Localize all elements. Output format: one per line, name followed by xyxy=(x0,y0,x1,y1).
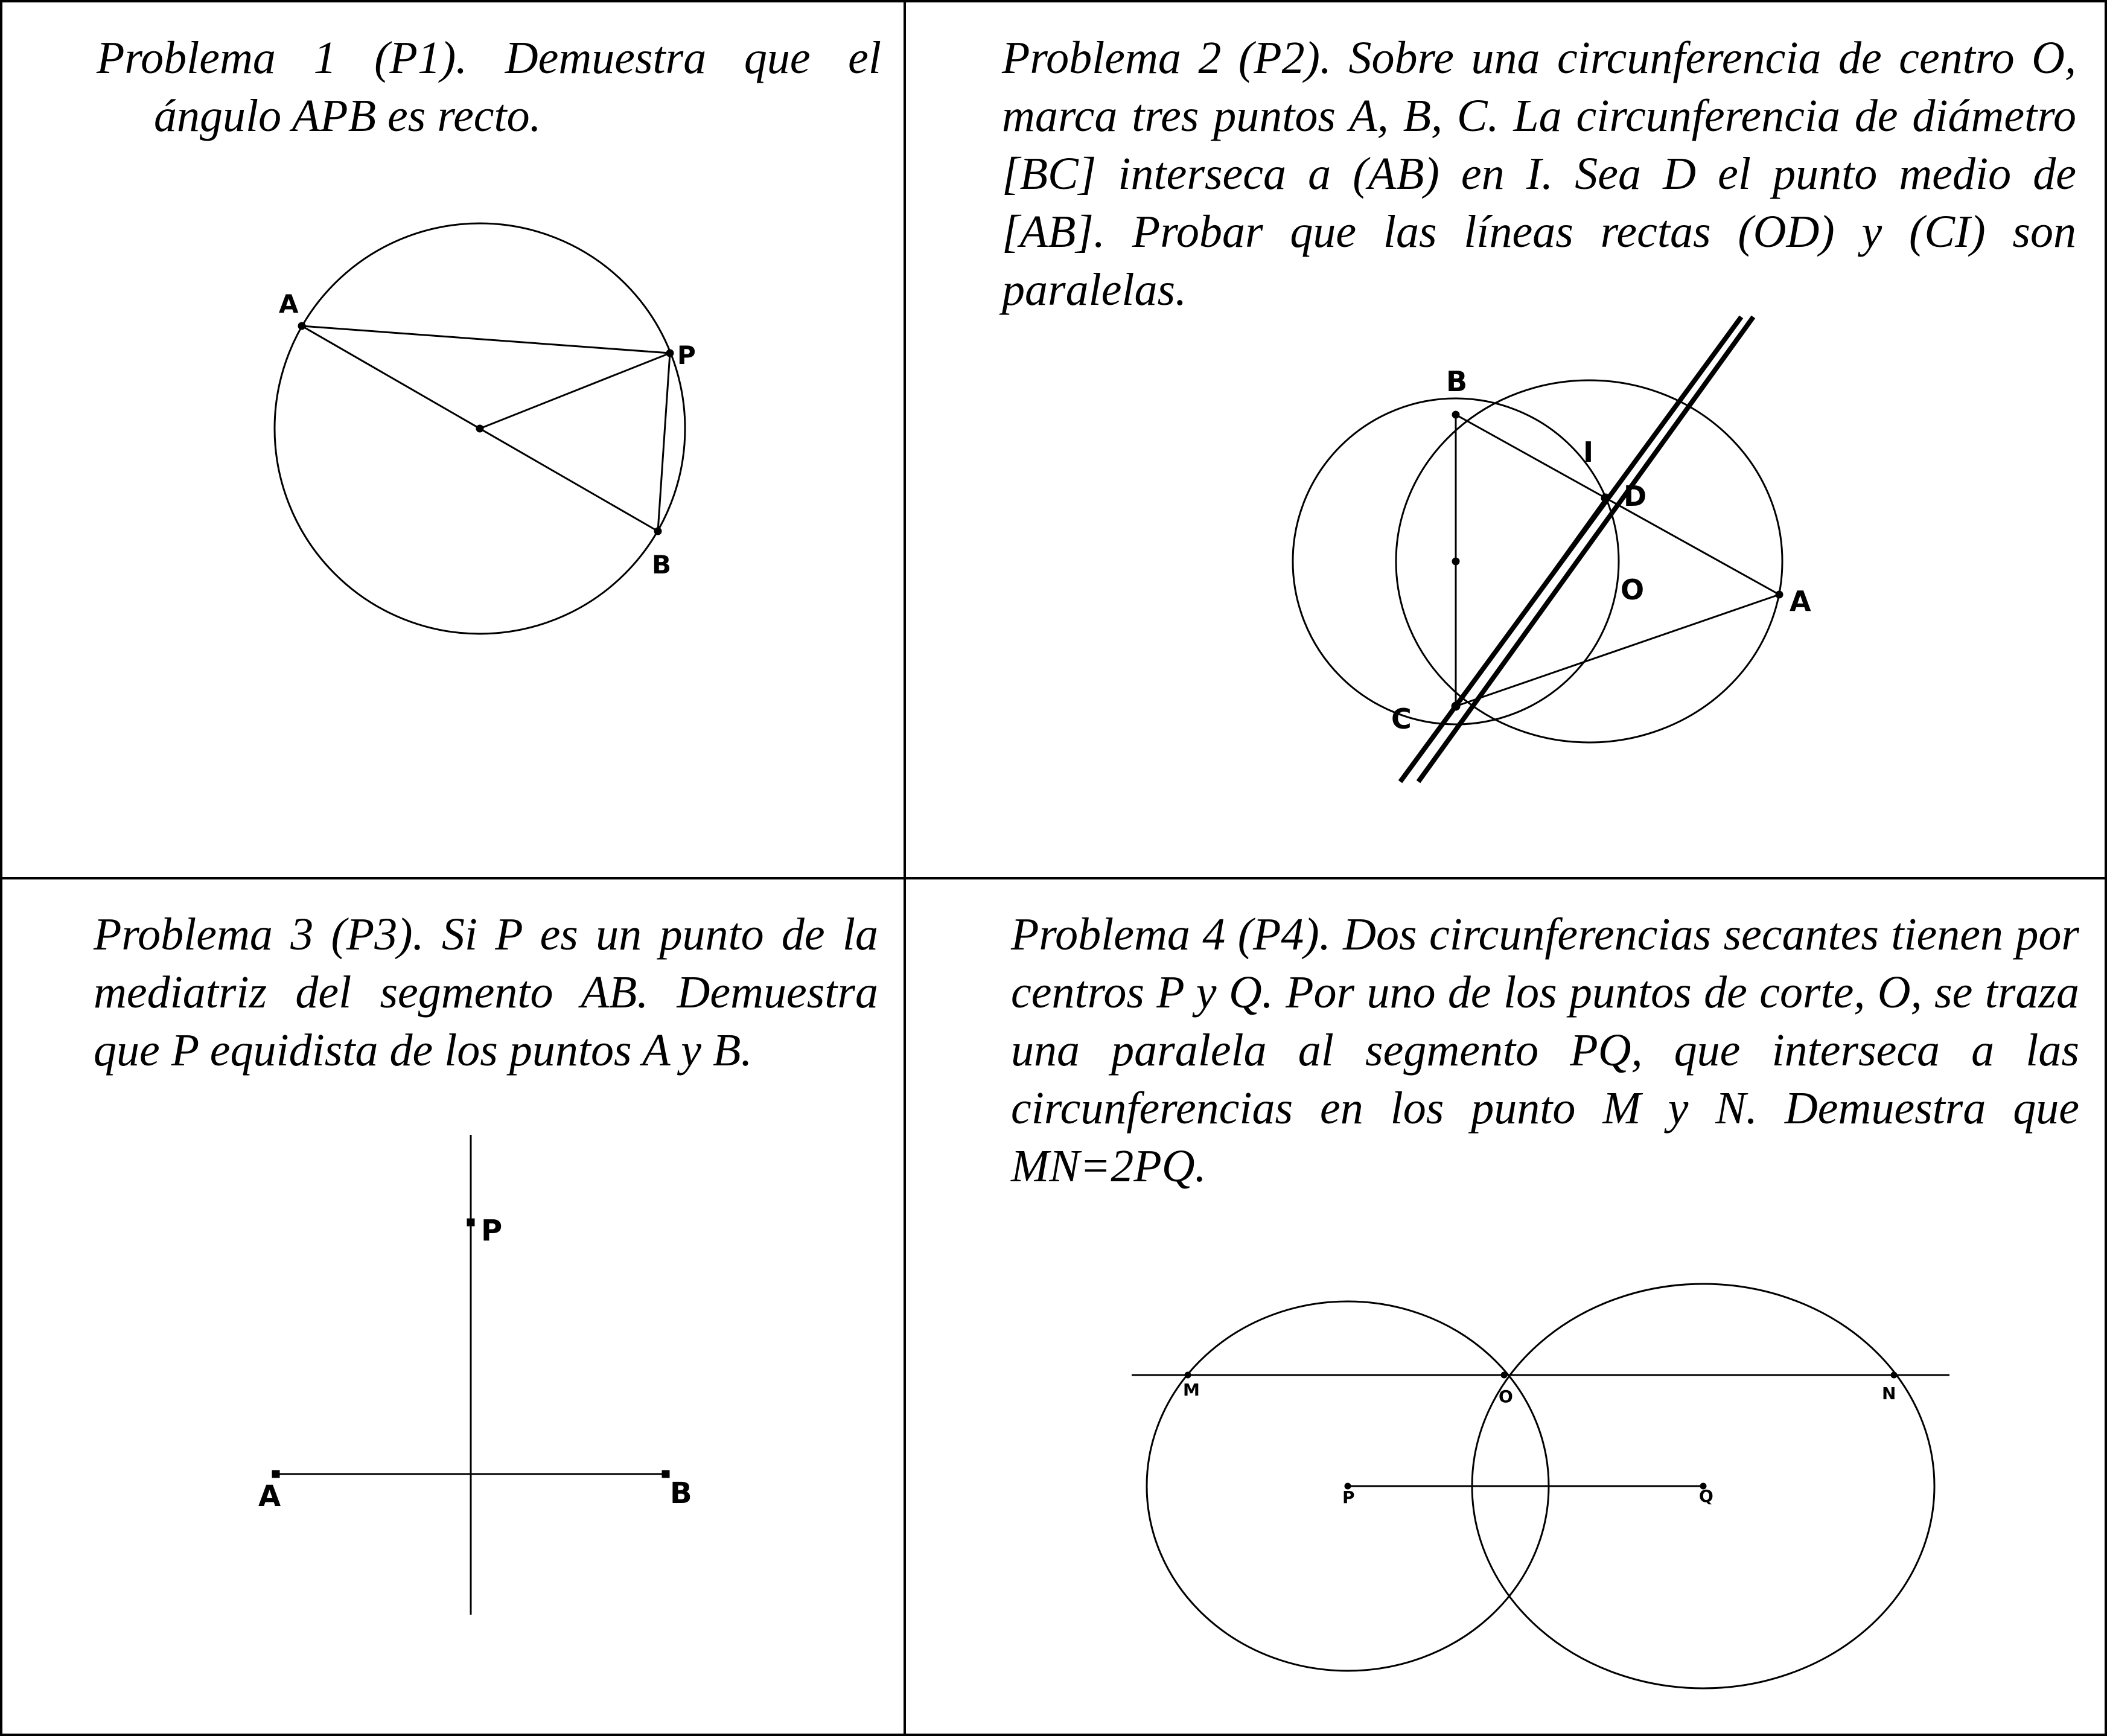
fig3-point-B xyxy=(663,1471,669,1477)
problem-3-statement: Problema 3 (P3). Si P es un punto de la mediatriz del segmento AB. Demuestra que P equidista de los puntos A y B. xyxy=(94,909,878,1076)
problem-1-line-2: ángulo APB es recto. xyxy=(154,91,541,141)
figure-3 xyxy=(273,1135,669,1615)
fig4-label-O: O xyxy=(1499,1387,1513,1406)
fig4-label-P: P xyxy=(1342,1487,1355,1507)
fig1-label-P: P xyxy=(677,340,696,370)
fig4-point-M xyxy=(1185,1373,1190,1377)
fig3-point-A xyxy=(273,1471,279,1477)
fig2-segment-CA xyxy=(1456,595,1779,706)
fig2-label-A: A xyxy=(1790,585,1811,617)
fig3-label-A: A xyxy=(258,1479,281,1513)
fig2-label-O: O xyxy=(1621,573,1645,606)
fig2-label-C: C xyxy=(1391,703,1412,735)
figure-1 xyxy=(275,223,685,634)
fig1-label-B: B xyxy=(652,550,672,579)
fig4-label-N: N xyxy=(1882,1383,1896,1403)
figure-2 xyxy=(1293,317,1782,782)
fig3-label-B: B xyxy=(670,1476,692,1510)
fig2-point-midpoint-BC xyxy=(1453,558,1459,564)
fig2-point-A xyxy=(1776,592,1782,598)
fig1-label-A: A xyxy=(279,289,299,319)
fig2-label-I: I xyxy=(1583,436,1594,468)
fig1-point-center xyxy=(477,426,483,432)
fig2-point-B xyxy=(1453,412,1459,418)
fig1-segment-PB xyxy=(658,353,670,531)
fig4-point-O xyxy=(1502,1373,1506,1377)
fig4-label-Q: Q xyxy=(1699,1486,1713,1506)
fig4-label-M: M xyxy=(1183,1380,1200,1400)
fig1-segment-center-P xyxy=(480,353,670,429)
problem-4-statement: Problema 4 (P4). Dos circunferencias secantes tienen por centros P y Q. Por uno de los puntos de corte, O, se traza una paralela al segmento PQ, que interseca a las circunferencias en los punto M y N. Demuestra que MN=2PQ. xyxy=(1011,909,2079,1192)
fig2-point-D xyxy=(1602,494,1609,502)
fig2-label-D: D xyxy=(1624,480,1647,512)
fig2-line-CI xyxy=(1418,317,1753,782)
fig1-point-A xyxy=(299,323,305,329)
fig1-segment-AP xyxy=(302,326,670,353)
figure-4 xyxy=(1132,1284,1949,1688)
fig3-point-P xyxy=(468,1219,474,1225)
fig2-label-B: B xyxy=(1446,365,1468,398)
problem-1-line-1: Problema 1 (P1). Demuestra que el xyxy=(97,33,881,83)
fig1-point-B xyxy=(655,528,661,534)
fig4-point-N xyxy=(1892,1373,1896,1377)
problem-2-statement: Problema 2 (P2). Sobre una circunferencia de centro O, marca tres puntos A, B, C. La circunferencia de diámetro [BC] interseca a (AB) en I. Sea D el punto medio de [AB]. Probar que las líneas rectas (OD) y (CI) son paralelas. xyxy=(1002,33,2076,315)
fig2-point-C xyxy=(1452,703,1459,710)
fig3-label-P: P xyxy=(481,1214,503,1248)
fig1-point-P xyxy=(667,350,673,356)
